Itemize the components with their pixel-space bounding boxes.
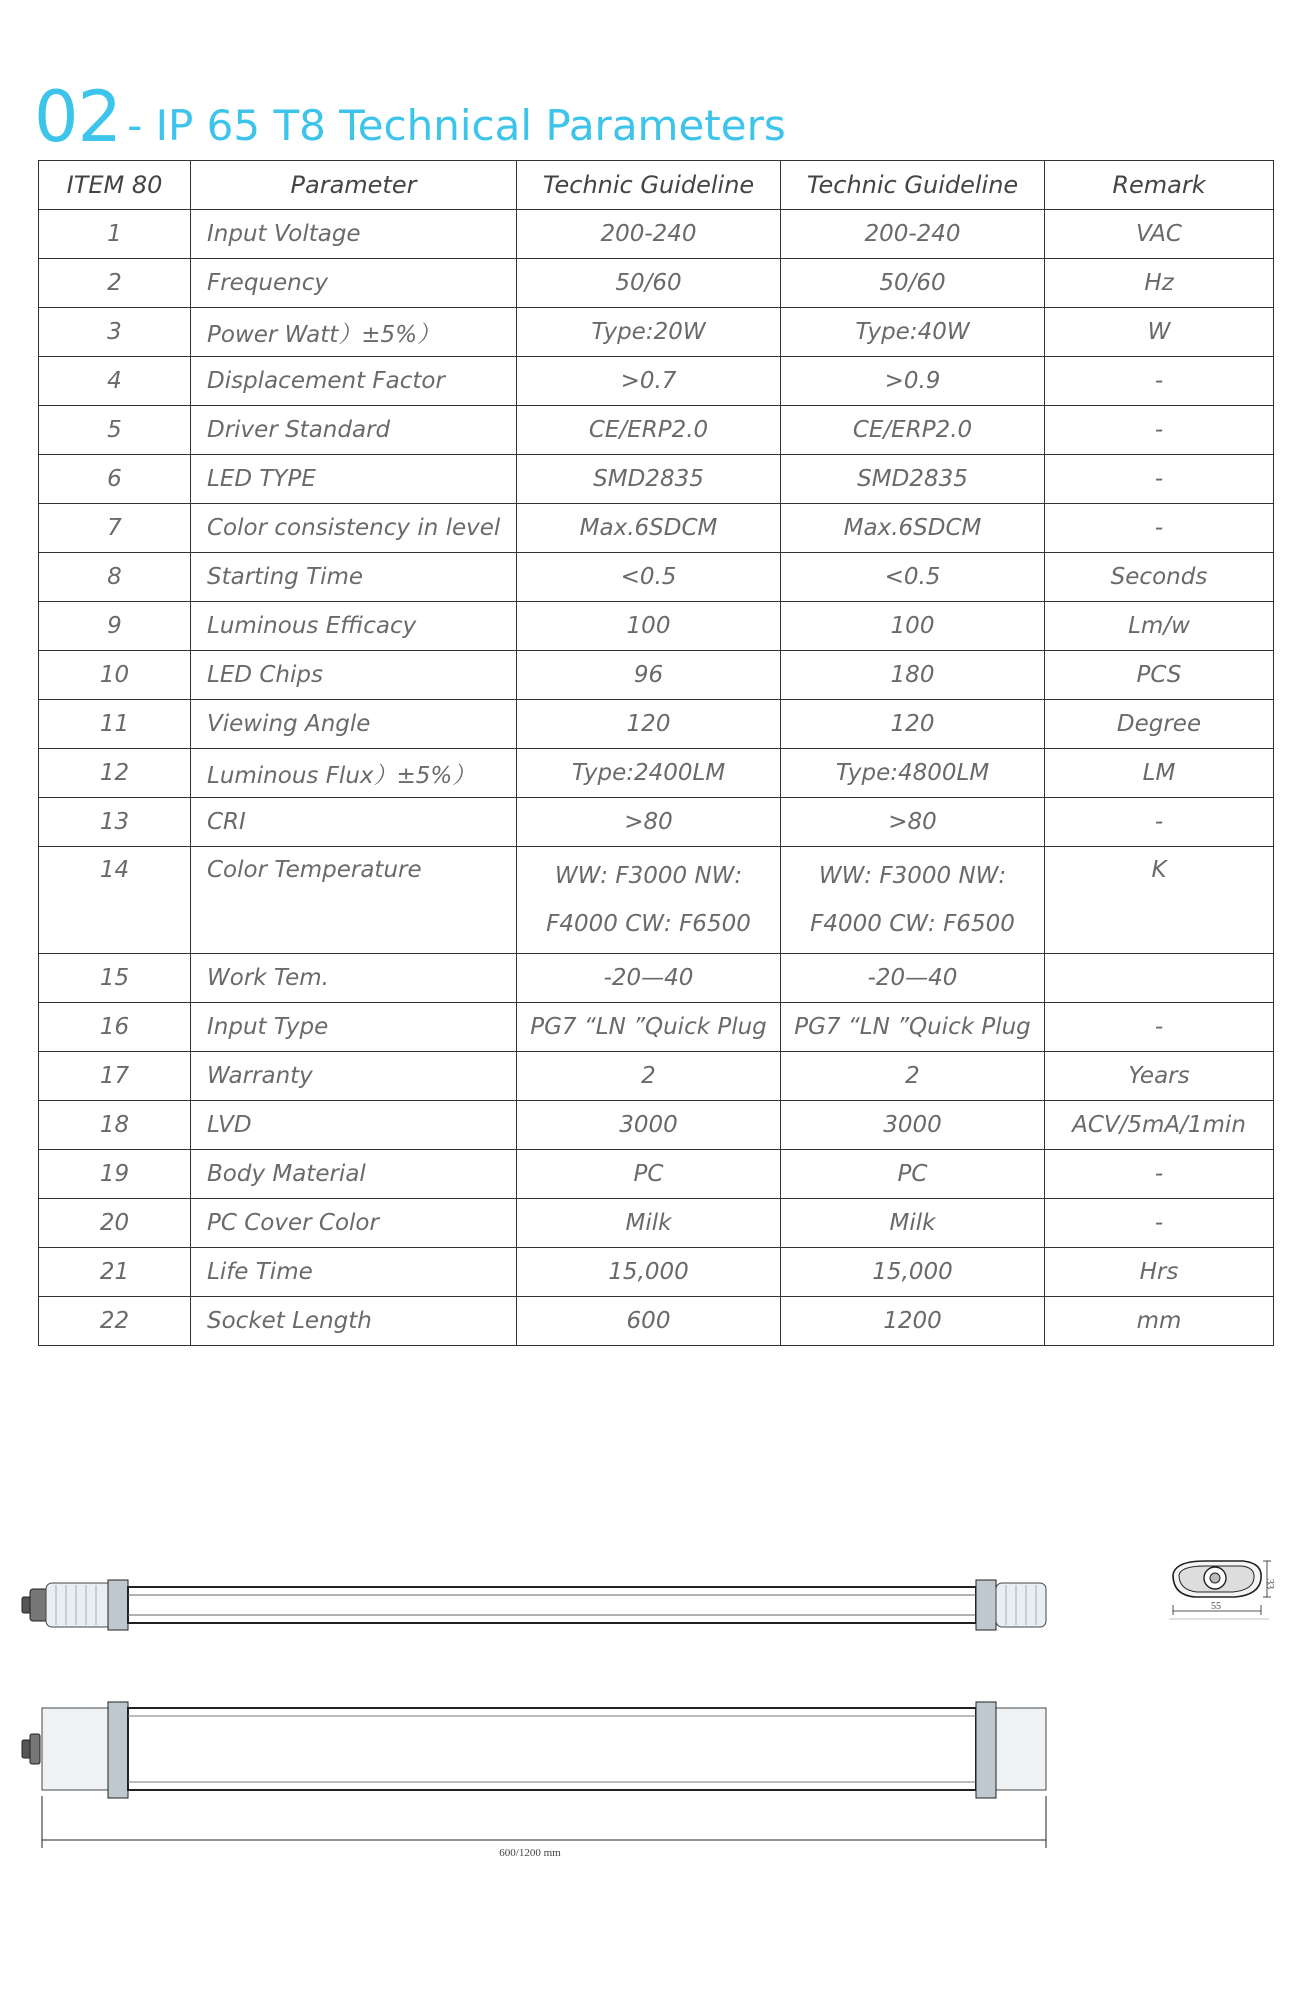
cell-item: 14	[39, 847, 191, 954]
cell-parameter: Starting Time	[191, 553, 517, 602]
cell-item: 7	[39, 504, 191, 553]
table-row	[39, 1199, 1274, 1248]
cell-parameter: Input Voltage	[191, 210, 517, 259]
cell-item: 8	[39, 553, 191, 602]
cell-remark: -	[1045, 455, 1274, 504]
cell-parameter: Warranty	[191, 1052, 517, 1101]
cell-item: 17	[39, 1052, 191, 1101]
side-view-drawing	[20, 1575, 1050, 1635]
header-item: ITEM 80	[39, 161, 191, 210]
cell-guideline-2: 15,000	[781, 1248, 1045, 1297]
table-row	[39, 455, 1274, 504]
cell-guideline-2: Max.6SDCM	[781, 504, 1045, 553]
table-row	[39, 602, 1274, 651]
cell-guideline-1: PC	[517, 1150, 781, 1199]
cell-parameter: Frequency	[191, 259, 517, 308]
cell-remark: mm	[1045, 1297, 1274, 1346]
section-width-label: 55	[1211, 1601, 1221, 1612]
table-row	[39, 700, 1274, 749]
cell-parameter: Color consistency in level	[191, 504, 517, 553]
cell-remark: ACV/5mA/1min	[1045, 1101, 1274, 1150]
cell-item: 20	[39, 1199, 191, 1248]
cell-parameter: Work Tem.	[191, 954, 517, 1003]
cell-guideline-2: Milk	[781, 1199, 1045, 1248]
cell-remark: -	[1045, 1150, 1274, 1199]
table-row	[39, 406, 1274, 455]
cell-item: 12	[39, 749, 191, 798]
cell-parameter: LVD	[191, 1101, 517, 1150]
section-number: 02	[34, 76, 122, 158]
table-row	[39, 553, 1274, 602]
cell-item: 2	[39, 259, 191, 308]
lamp-front-view	[22, 1702, 1046, 1848]
cell-parameter: PC Cover Color	[191, 1199, 517, 1248]
table-row	[39, 1101, 1274, 1150]
length-dimension-label: 600/1200 mm	[499, 1847, 561, 1859]
cell-guideline-2: >0.9	[781, 357, 1045, 406]
cell-item: 9	[39, 602, 191, 651]
cell-item: 22	[39, 1297, 191, 1346]
cell-item: 11	[39, 700, 191, 749]
cell-guideline-1: SMD2835	[517, 455, 781, 504]
table-row	[39, 1052, 1274, 1101]
table-row	[39, 308, 1274, 357]
table-row	[39, 798, 1274, 847]
cell-guideline-2: 120	[781, 700, 1045, 749]
table-row	[39, 504, 1274, 553]
table-header-row	[39, 161, 1274, 210]
cell-item: 15	[39, 954, 191, 1003]
cell-parameter: Luminous Flux）±5%）	[191, 749, 517, 798]
cell-item: 18	[39, 1101, 191, 1150]
table-row	[39, 1003, 1274, 1052]
table-row	[39, 1150, 1274, 1199]
cell-remark: Degree	[1045, 700, 1274, 749]
cell-parameter: Life Time	[191, 1248, 517, 1297]
header-parameter: Parameter	[191, 161, 517, 210]
cell-guideline-1: 120	[517, 700, 781, 749]
cell-guideline-1: >80	[517, 798, 781, 847]
cell-guideline-1: 2	[517, 1052, 781, 1101]
cell-remark: PCS	[1045, 651, 1274, 700]
table-row	[39, 210, 1274, 259]
cell-parameter: Power Watt）±5%）	[191, 308, 517, 357]
cell-guideline-1: Max.6SDCM	[517, 504, 781, 553]
lamp-side-view	[22, 1580, 1046, 1630]
cell-parameter: Body Material	[191, 1150, 517, 1199]
table-row	[39, 749, 1274, 798]
front-view-drawing	[20, 1700, 1050, 1860]
cell-guideline-1: -20—40	[517, 954, 781, 1003]
header-remark: Remark	[1045, 161, 1274, 210]
cell-parameter: Socket Length	[191, 1297, 517, 1346]
cell-guideline-2: CE/ERP2.0	[781, 406, 1045, 455]
cell-remark: -	[1045, 1199, 1274, 1248]
cell-guideline-2: Type:4800LM	[781, 749, 1045, 798]
table-row	[39, 847, 1274, 954]
cell-remark: K	[1045, 847, 1274, 954]
cell-guideline-2: 50/60	[781, 259, 1045, 308]
cell-item: 6	[39, 455, 191, 504]
cross-section-drawing	[1165, 1555, 1275, 1650]
cell-guideline-2: Type:40W	[781, 308, 1045, 357]
cell-remark: Hrs	[1045, 1248, 1274, 1297]
cell-item: 1	[39, 210, 191, 259]
cell-guideline-1: WW: F3000 NW: F4000 CW: F6500	[517, 847, 781, 954]
cell-parameter: LED TYPE	[191, 455, 517, 504]
table-row	[39, 954, 1274, 1003]
cell-parameter: Color Temperature	[191, 847, 517, 954]
cell-item: 16	[39, 1003, 191, 1052]
cell-parameter: Luminous Efficacy	[191, 602, 517, 651]
cell-guideline-1: <0.5	[517, 553, 781, 602]
cell-remark: Hz	[1045, 259, 1274, 308]
cell-parameter: Viewing Angle	[191, 700, 517, 749]
table-row	[39, 1297, 1274, 1346]
cell-guideline-2: -20—40	[781, 954, 1045, 1003]
cell-guideline-2: 200-240	[781, 210, 1045, 259]
table-body	[39, 210, 1274, 1346]
cell-guideline-1: 15,000	[517, 1248, 781, 1297]
cell-guideline-1: CE/ERP2.0	[517, 406, 781, 455]
cell-parameter: LED Chips	[191, 651, 517, 700]
technical-parameters-table	[38, 160, 1274, 1346]
section-height-label: 33	[1264, 1579, 1275, 1589]
cell-remark: -	[1045, 357, 1274, 406]
cell-remark: -	[1045, 406, 1274, 455]
cell-guideline-1: Type:2400LM	[517, 749, 781, 798]
cell-remark: Years	[1045, 1052, 1274, 1101]
page-title	[34, 72, 786, 158]
header-guideline-2: Technic Guideline	[781, 161, 1045, 210]
cell-guideline-2: WW: F3000 NW: F4000 CW: F6500	[781, 847, 1045, 954]
cell-parameter: Displacement Factor	[191, 357, 517, 406]
cell-item: 19	[39, 1150, 191, 1199]
cell-remark: -	[1045, 504, 1274, 553]
cell-guideline-2: 180	[781, 651, 1045, 700]
cell-parameter: Driver Standard	[191, 406, 517, 455]
cell-guideline-1: 3000	[517, 1101, 781, 1150]
cell-remark: VAC	[1045, 210, 1274, 259]
cell-guideline-1: 96	[517, 651, 781, 700]
cell-remark: LM	[1045, 749, 1274, 798]
cell-guideline-2: >80	[781, 798, 1045, 847]
cell-parameter: Input Type	[191, 1003, 517, 1052]
cell-item: 4	[39, 357, 191, 406]
cell-guideline-2: <0.5	[781, 553, 1045, 602]
cell-remark: W	[1045, 308, 1274, 357]
cell-remark	[1045, 954, 1274, 1003]
cell-guideline-2: 3000	[781, 1101, 1045, 1150]
cell-guideline-2: 100	[781, 602, 1045, 651]
cell-guideline-2: PC	[781, 1150, 1045, 1199]
cell-remark: Lm/w	[1045, 602, 1274, 651]
cell-guideline-1: Type:20W	[517, 308, 781, 357]
cell-guideline-1: 200-240	[517, 210, 781, 259]
cell-guideline-1: PG7 “LN ”Quick Plug	[517, 1003, 781, 1052]
cell-item: 10	[39, 651, 191, 700]
cell-remark: -	[1045, 798, 1274, 847]
cell-remark: -	[1045, 1003, 1274, 1052]
cell-guideline-1: 50/60	[517, 259, 781, 308]
cell-guideline-2: PG7 “LN ”Quick Plug	[781, 1003, 1045, 1052]
cell-parameter: CRI	[191, 798, 517, 847]
cell-guideline-2: SMD2835	[781, 455, 1045, 504]
header-guideline-1: Technic Guideline	[517, 161, 781, 210]
cell-guideline-1: 600	[517, 1297, 781, 1346]
cell-item: 3	[39, 308, 191, 357]
table-row	[39, 357, 1274, 406]
cell-guideline-1: Milk	[517, 1199, 781, 1248]
cell-guideline-1: >0.7	[517, 357, 781, 406]
cell-guideline-1: 100	[517, 602, 781, 651]
cell-item: 5	[39, 406, 191, 455]
cell-guideline-2: 2	[781, 1052, 1045, 1101]
table-row	[39, 259, 1274, 308]
cell-remark: Seconds	[1045, 553, 1274, 602]
cell-item: 21	[39, 1248, 191, 1297]
table-row	[39, 1248, 1274, 1297]
table-row	[39, 651, 1274, 700]
section-title: - IP 65 T8 Technical Parameters	[127, 101, 786, 150]
cell-guideline-2: 1200	[781, 1297, 1045, 1346]
cell-item: 13	[39, 798, 191, 847]
